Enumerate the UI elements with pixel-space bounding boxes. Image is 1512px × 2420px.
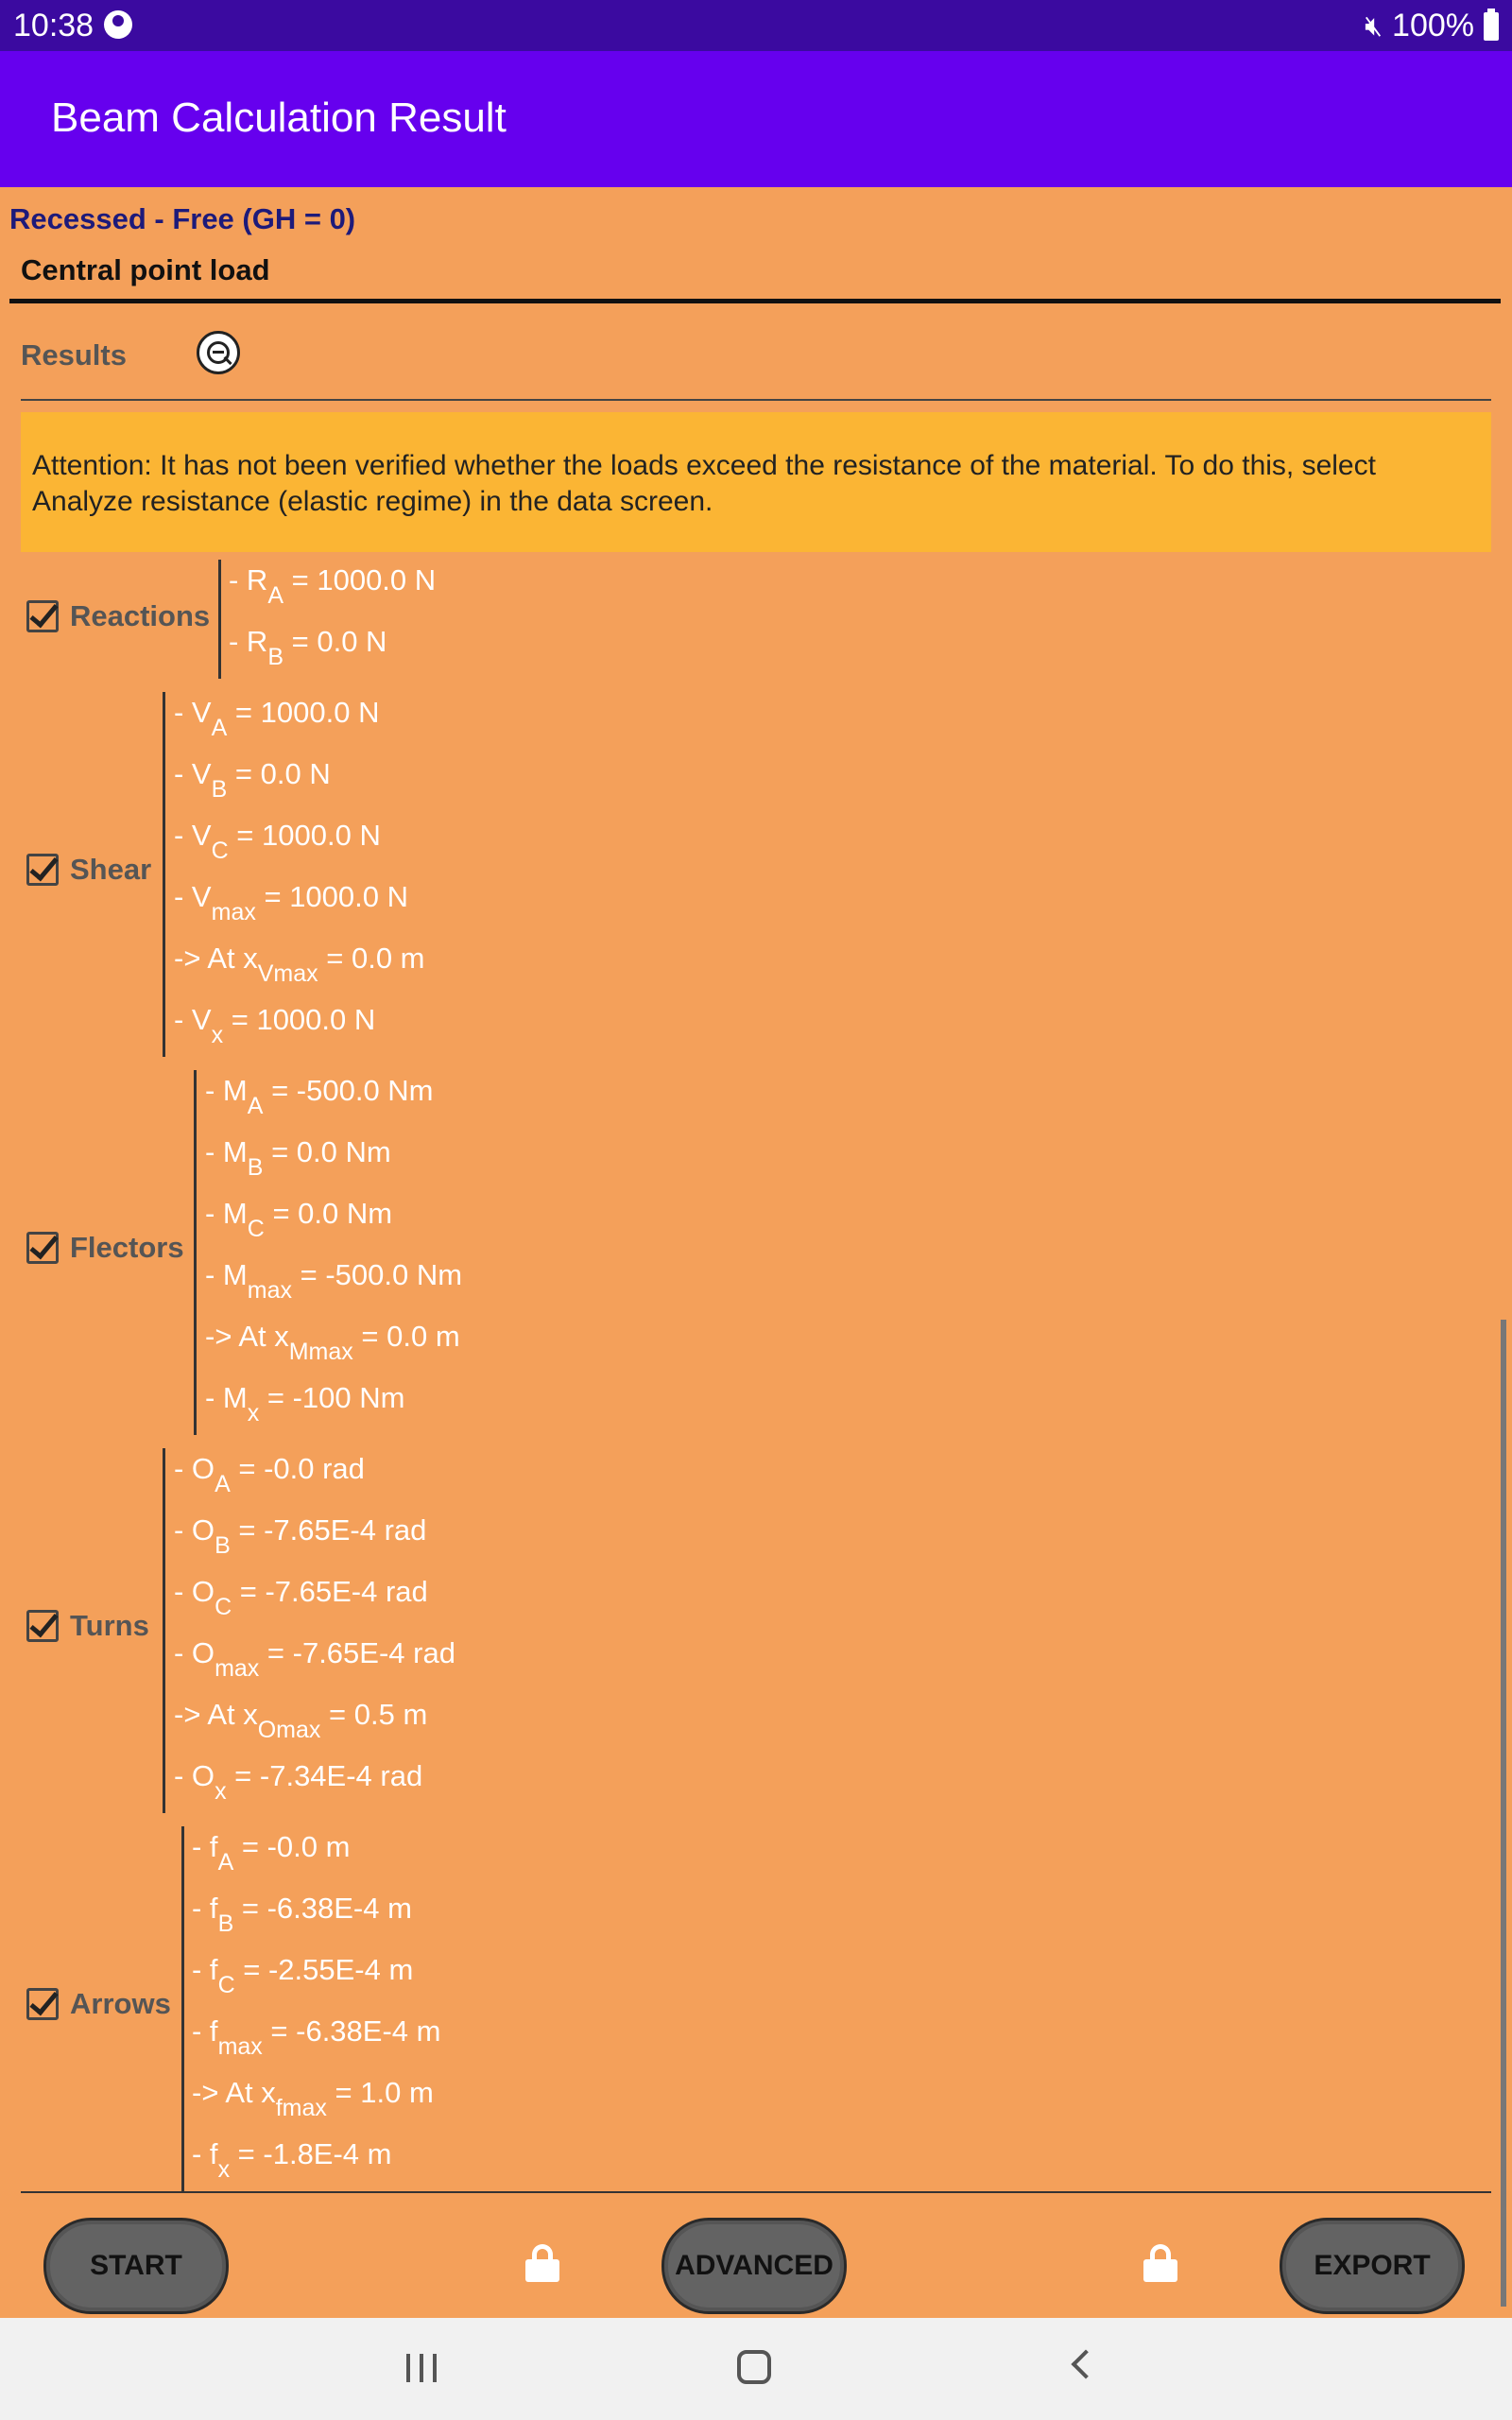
arrows-label: Arrows bbox=[70, 1987, 171, 2020]
home-icon[interactable] bbox=[737, 2350, 771, 2384]
result-symbol: - O bbox=[174, 1575, 215, 1608]
result-subscript: C bbox=[217, 1972, 235, 1998]
result-amount: = 0.0 Nm bbox=[264, 1197, 393, 1230]
result-value bbox=[205, 1070, 462, 1132]
result-value bbox=[174, 876, 425, 938]
result-subscript: max bbox=[247, 1277, 292, 1304]
battery-icon bbox=[1484, 12, 1499, 41]
result-value bbox=[192, 2134, 440, 2195]
result-amount: = -1.8E-4 m bbox=[230, 2137, 392, 2170]
result-value bbox=[205, 1193, 462, 1254]
turns-label: Turns bbox=[70, 1609, 149, 1642]
flectors-toggle[interactable] bbox=[26, 1231, 184, 1265]
result-value bbox=[192, 2072, 440, 2134]
system-nav-bar bbox=[0, 2318, 1512, 2420]
result-value bbox=[205, 1377, 462, 1439]
group-bracket bbox=[163, 692, 165, 1057]
reactions-label: Reactions bbox=[70, 599, 211, 632]
result-amount: = 1000.0 N bbox=[227, 696, 380, 729]
scrollbar[interactable] bbox=[1501, 1320, 1506, 2307]
result-amount: = -7.65E-4 rad bbox=[232, 1575, 428, 1608]
results-divider bbox=[21, 399, 1491, 401]
result-subscript: x bbox=[217, 2156, 231, 2183]
result-subscript: max bbox=[217, 2033, 263, 2060]
result-subscript: C bbox=[247, 1216, 265, 1242]
recents-icon[interactable] bbox=[406, 2354, 438, 2382]
result-symbol: - R bbox=[229, 563, 268, 596]
result-value bbox=[174, 1694, 455, 1755]
result-symbol: - O bbox=[174, 1452, 215, 1485]
result-symbol: - V bbox=[174, 696, 212, 729]
result-subscript: B bbox=[267, 644, 284, 670]
lock-icon bbox=[525, 2244, 559, 2282]
result-value bbox=[174, 1510, 455, 1571]
result-value bbox=[205, 1132, 462, 1193]
result-amount: = -500.0 Nm bbox=[263, 1074, 434, 1107]
result-subscript: B bbox=[217, 1910, 234, 1937]
result-subscript: A bbox=[215, 1471, 231, 1497]
result-symbol: - M bbox=[205, 1258, 248, 1291]
result-amount: = -100 Nm bbox=[259, 1381, 405, 1414]
result-symbol: - V bbox=[174, 757, 212, 790]
result-symbol: - M bbox=[205, 1135, 248, 1168]
result-amount: = 1000.0 N bbox=[228, 819, 381, 852]
result-subscript: x bbox=[215, 1778, 227, 1805]
flectors-label: Flectors bbox=[70, 1231, 184, 1264]
result-amount: = -6.38E-4 m bbox=[233, 1892, 412, 1925]
result-subscript: B bbox=[247, 1154, 264, 1181]
result-symbol: - M bbox=[205, 1074, 248, 1107]
result-symbol: - f bbox=[192, 1830, 218, 1863]
result-subscript: C bbox=[215, 1594, 232, 1620]
result-subscript: B bbox=[211, 776, 228, 803]
result-subscript: Vmax bbox=[257, 960, 318, 987]
result-value bbox=[174, 815, 425, 876]
result-symbol: - f bbox=[192, 2137, 218, 2170]
turns-items bbox=[174, 1448, 455, 1817]
shear-toggle[interactable] bbox=[26, 853, 151, 887]
result-symbol: - V bbox=[174, 819, 212, 852]
group-bracket bbox=[163, 1448, 165, 1813]
result-symbol: - f bbox=[192, 1892, 218, 1925]
result-amount: = -7.65E-4 rad bbox=[259, 1636, 455, 1669]
result-subscript: C bbox=[211, 838, 229, 864]
result-subscript: A bbox=[217, 1849, 234, 1876]
load-type-title: Central point load bbox=[21, 253, 270, 286]
result-amount: = -0.0 m bbox=[233, 1830, 351, 1863]
result-amount: = 1.0 m bbox=[326, 2076, 434, 2109]
result-subscript: A bbox=[267, 582, 284, 609]
result-symbol: -> At x bbox=[205, 1320, 289, 1353]
result-amount: = -500.0 Nm bbox=[292, 1258, 463, 1291]
result-amount: = -6.38E-4 m bbox=[262, 2014, 441, 2048]
flectors-checkbox[interactable] bbox=[26, 1232, 59, 1264]
result-amount: = -2.55E-4 m bbox=[234, 1953, 414, 1986]
result-amount: = 1000.0 N bbox=[255, 880, 409, 913]
result-symbol: - O bbox=[174, 1759, 215, 1792]
result-amount: = 1000.0 N bbox=[284, 563, 437, 596]
result-amount: = 0.5 m bbox=[320, 1698, 428, 1731]
result-amount: = 1000.0 N bbox=[223, 1003, 376, 1036]
result-value bbox=[229, 621, 436, 683]
result-subscript: A bbox=[211, 715, 228, 741]
result-symbol: - O bbox=[174, 1636, 215, 1669]
result-symbol: - O bbox=[174, 1513, 215, 1547]
result-value bbox=[174, 1448, 455, 1510]
mute-icon: 🔇︎ bbox=[1365, 9, 1383, 42]
reactions-checkbox[interactable] bbox=[26, 600, 59, 632]
shear-label: Shear bbox=[70, 853, 152, 886]
result-value bbox=[205, 1254, 462, 1316]
result-subscript: Mmax bbox=[288, 1339, 353, 1365]
account-icon bbox=[104, 10, 132, 39]
app-bar bbox=[0, 51, 1512, 187]
status-right bbox=[1365, 8, 1499, 44]
result-value bbox=[192, 1949, 440, 2011]
result-symbol: - f bbox=[192, 1953, 218, 1986]
result-amount: = -0.0 rad bbox=[230, 1452, 365, 1485]
shear-checkbox[interactable] bbox=[26, 854, 59, 886]
arrows-toggle[interactable] bbox=[26, 1987, 171, 2021]
result-subscript: x bbox=[211, 1022, 224, 1048]
result-amount: = 0.0 N bbox=[284, 625, 387, 658]
result-amount: = -7.65E-4 rad bbox=[230, 1513, 427, 1547]
start-button[interactable]: START bbox=[43, 2218, 229, 2314]
result-symbol: - M bbox=[205, 1381, 248, 1414]
result-value bbox=[229, 560, 436, 621]
result-value bbox=[192, 1888, 440, 1949]
result-symbol: -> At x bbox=[174, 942, 258, 975]
result-subscript: max bbox=[215, 1655, 260, 1682]
result-subscript: x bbox=[247, 1400, 260, 1426]
turns-checkbox[interactable] bbox=[26, 1610, 59, 1642]
page-title: Beam Calculation Result bbox=[51, 95, 507, 141]
arrows-items bbox=[192, 1826, 440, 2195]
group-bracket bbox=[194, 1070, 197, 1435]
status-bar bbox=[0, 0, 1512, 51]
status-time: 10:38 bbox=[13, 8, 94, 43]
result-symbol: - V bbox=[174, 1003, 212, 1036]
result-symbol: - V bbox=[174, 880, 212, 913]
result-value bbox=[174, 1571, 455, 1633]
result-symbol: - R bbox=[229, 625, 268, 658]
shear-items bbox=[174, 692, 425, 1061]
result-value bbox=[192, 1826, 440, 1888]
footer-divider bbox=[21, 2191, 1491, 2193]
result-symbol: -> At x bbox=[174, 1698, 258, 1731]
battery-level: 100% bbox=[1392, 8, 1474, 43]
result-symbol: - M bbox=[205, 1197, 248, 1230]
group-bracket bbox=[218, 560, 221, 679]
result-amount: = 0.0 Nm bbox=[263, 1135, 391, 1168]
group-bracket bbox=[181, 1826, 184, 2191]
result-value bbox=[192, 2011, 440, 2072]
result-value bbox=[174, 938, 425, 999]
result-subscript: max bbox=[211, 899, 256, 925]
result-value bbox=[174, 999, 425, 1061]
turns-toggle[interactable] bbox=[26, 1609, 149, 1643]
result-value bbox=[174, 692, 425, 753]
arrows-checkbox[interactable] bbox=[26, 1988, 59, 2020]
beam-type-title: Recessed - Free (GH = 0) bbox=[9, 202, 356, 235]
header-divider bbox=[9, 299, 1501, 303]
result-value bbox=[174, 1633, 455, 1694]
result-value bbox=[174, 753, 425, 815]
result-symbol: -> At x bbox=[192, 2076, 276, 2109]
result-subscript: A bbox=[247, 1093, 264, 1119]
result-symbol: - f bbox=[192, 2014, 218, 2048]
flectors-items bbox=[205, 1070, 462, 1439]
reactions-toggle[interactable] bbox=[26, 599, 210, 633]
export-button[interactable]: EXPORT bbox=[1280, 2218, 1465, 2314]
result-amount: = -7.34E-4 rad bbox=[226, 1759, 423, 1792]
results-label: Results bbox=[21, 338, 127, 372]
result-amount: = 0.0 N bbox=[227, 757, 331, 790]
lock-icon bbox=[1143, 2244, 1177, 2282]
result-amount: = 0.0 m bbox=[318, 942, 425, 975]
reactions-items bbox=[229, 560, 436, 683]
attention-alert: Attention: It has not been verified whether the loads exceed the resistance of the material. To do this, select Analyze resistance (elastic regime) in the data screen. bbox=[21, 412, 1491, 552]
result-amount: = 0.0 m bbox=[352, 1320, 460, 1353]
zoom-out-icon[interactable] bbox=[197, 331, 240, 374]
result-subscript: fmax bbox=[275, 2095, 327, 2121]
advanced-button[interactable]: ADVANCED bbox=[662, 2218, 847, 2314]
result-value bbox=[205, 1316, 462, 1377]
result-subscript: Omax bbox=[257, 1717, 321, 1743]
result-value bbox=[174, 1755, 455, 1817]
result-subscript: B bbox=[215, 1532, 231, 1559]
back-icon[interactable] bbox=[1071, 2349, 1100, 2378]
